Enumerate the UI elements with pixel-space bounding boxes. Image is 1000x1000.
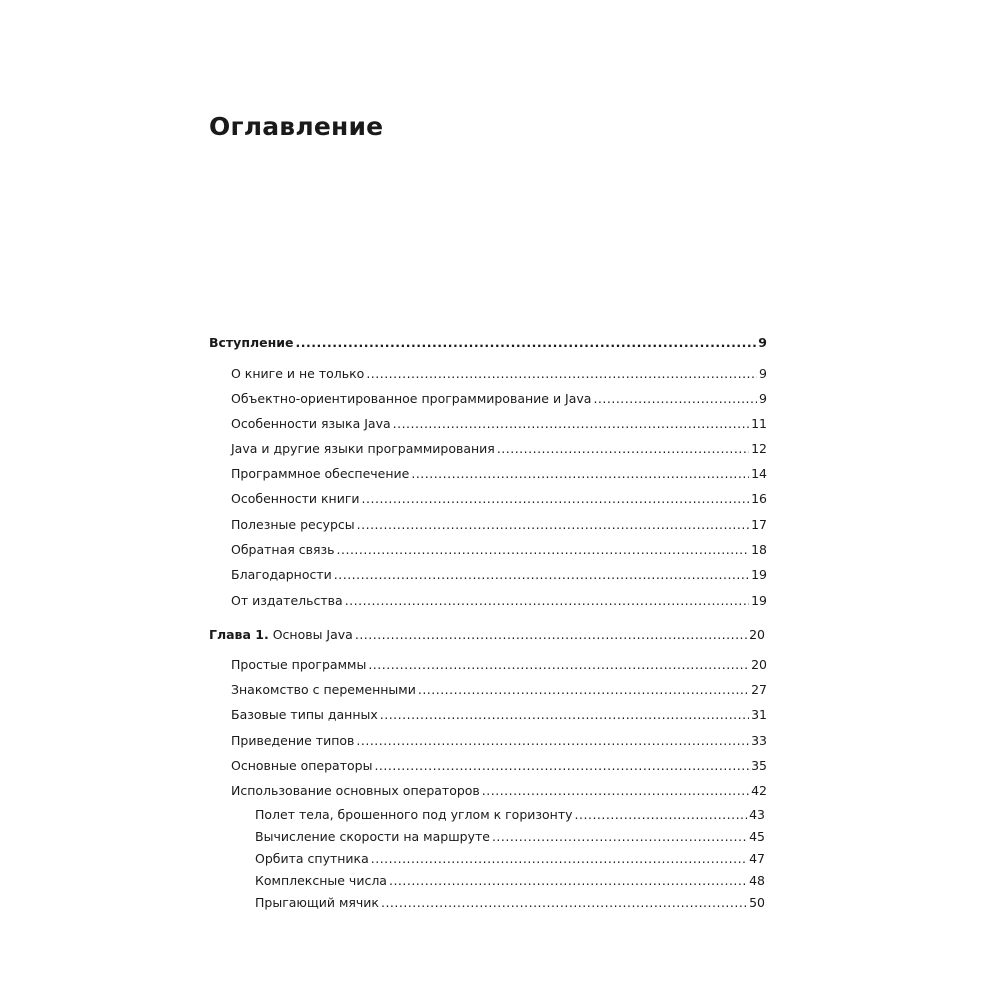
toc-entry[interactable] <box>231 466 767 482</box>
toc-page-number: 14 <box>751 466 767 481</box>
toc-entry-label <box>231 783 480 799</box>
dot-leader <box>593 391 757 407</box>
toc-subentry[interactable] <box>255 895 765 911</box>
dot-leader <box>345 593 749 609</box>
toc-entry[interactable] <box>231 758 767 774</box>
toc-entry-text: Основные операторы <box>231 758 373 773</box>
toc-entry-label <box>209 335 293 351</box>
dot-leader <box>575 807 748 823</box>
toc-entry-text: Особенности книги <box>231 491 360 506</box>
toc-entry[interactable] <box>231 567 767 583</box>
toc-entry[interactable] <box>231 707 767 723</box>
toc-entry-text: Использование основных операторов <box>231 783 480 798</box>
toc-page-number: 27 <box>751 682 767 697</box>
dot-leader <box>380 707 749 723</box>
toc-entry-label <box>231 391 591 407</box>
toc-page-number: 11 <box>751 416 767 431</box>
toc-entry-text: Прыгающий мячик <box>255 895 379 910</box>
toc-entry[interactable] <box>231 657 767 673</box>
dot-leader <box>389 873 747 889</box>
toc-entry-text: Программное обеспечение <box>231 466 410 481</box>
dot-leader <box>356 733 749 749</box>
toc-entry-text: Объектно-ориентированное программирование и Java <box>231 391 592 406</box>
dot-leader <box>337 542 750 558</box>
dot-leader <box>482 783 749 799</box>
toc-page-number: 17 <box>751 517 767 532</box>
toc-page-number: 45 <box>749 829 765 844</box>
toc-entry-text: Java и другие языки программирования <box>231 441 495 456</box>
dot-leader <box>393 416 749 432</box>
toc-page-number: 19 <box>751 567 767 582</box>
dot-leader <box>371 851 747 867</box>
toc-page-number: 48 <box>749 873 765 888</box>
toc-entry-label <box>231 491 360 507</box>
toc-entry-label <box>255 829 490 845</box>
toc-entry-label <box>231 733 354 749</box>
toc-entry-label <box>231 366 364 382</box>
toc-entry-text: Полезные ресурсы <box>231 517 355 532</box>
toc-entry-label <box>231 441 495 457</box>
toc-entry-text: Комплексные числа <box>255 873 387 888</box>
dot-leader <box>355 627 747 643</box>
toc-page-number: 16 <box>751 491 767 506</box>
toc-page-number: 42 <box>751 783 767 798</box>
toc-entry-label <box>231 517 355 533</box>
toc-page-number: 9 <box>759 391 767 406</box>
toc-page-number: 35 <box>751 758 767 773</box>
toc-entry-label <box>231 707 378 723</box>
toc-entry[interactable] <box>231 542 767 558</box>
toc-subentry[interactable] <box>255 873 765 889</box>
toc-subentry[interactable] <box>255 829 765 845</box>
toc-page-number: 18 <box>751 542 767 557</box>
dot-leader <box>492 829 747 845</box>
toc-page-number: 12 <box>751 441 767 456</box>
toc-entry-label <box>209 627 353 643</box>
chapter-number: Глава 1. <box>209 627 269 642</box>
toc-entry-text: От издательства <box>231 593 343 608</box>
toc-entry[interactable] <box>231 441 767 457</box>
dot-leader <box>497 441 749 457</box>
toc-entry-text: Орбита спутника <box>255 851 369 866</box>
toc-entry[interactable] <box>231 783 767 799</box>
toc-entry-label <box>231 542 335 558</box>
toc-entry-label <box>231 567 332 583</box>
toc-page-number: 19 <box>751 593 767 608</box>
toc-entry-text: Знакомство с переменными <box>231 682 416 697</box>
toc-subentry[interactable] <box>255 807 765 823</box>
toc-entry[interactable] <box>231 517 767 533</box>
dot-leader <box>334 567 749 583</box>
toc-page-number: 20 <box>749 627 765 642</box>
toc-entry[interactable] <box>231 593 767 609</box>
toc-entry[interactable] <box>231 491 767 507</box>
toc-entry-text: Приведение типов <box>231 733 355 748</box>
toc-entry-label <box>255 895 379 911</box>
toc-entry[interactable] <box>231 733 767 749</box>
toc-section-entry[interactable] <box>209 627 765 643</box>
dot-leader <box>368 657 749 673</box>
page-title: Оглавление <box>209 112 384 141</box>
toc-entry-label <box>255 807 573 823</box>
toc-page-number: 47 <box>749 851 765 866</box>
toc-entry-text: Вступление <box>209 335 294 350</box>
toc-entry-label <box>231 466 409 482</box>
toc-entry-text: Простые программы <box>231 657 367 672</box>
dot-leader <box>381 895 747 911</box>
dot-leader <box>357 517 749 533</box>
toc-entry-text: Базовые типы данных <box>231 707 378 722</box>
dot-leader <box>295 335 756 351</box>
toc-entry-label <box>231 657 366 673</box>
toc-page-number: 9 <box>759 366 767 381</box>
toc-entry-text: Обратная связь <box>231 542 335 557</box>
toc-page-number: 43 <box>749 807 765 822</box>
dot-leader <box>411 466 749 482</box>
toc-entry[interactable] <box>231 416 767 432</box>
dot-leader <box>366 366 757 382</box>
toc-entry-text: Вычисление скорости на маршруте <box>255 829 490 844</box>
toc-page-number: 9 <box>758 335 767 350</box>
toc-page-number: 50 <box>749 895 765 910</box>
toc-entry[interactable] <box>231 682 767 698</box>
dot-leader <box>418 682 749 698</box>
toc-entry-text: Основы Java <box>272 627 353 642</box>
dot-leader <box>362 491 750 507</box>
toc-page-number: 20 <box>751 657 767 672</box>
toc-entry-label <box>231 416 391 432</box>
toc-entry-label <box>231 682 416 698</box>
toc-section-entry[interactable] <box>209 335 767 351</box>
toc-entry-label <box>255 851 369 867</box>
toc-entry-text: Полет тела, брошенного под углом к горизонту <box>255 807 573 822</box>
dot-leader <box>374 758 749 774</box>
toc-entry-label <box>231 758 372 774</box>
toc-entry-text: О книге и не только <box>231 366 365 381</box>
toc-entry[interactable] <box>231 366 767 382</box>
toc-entry-text: Особенности языка Java <box>231 416 391 431</box>
toc-entry-text: Благодарности <box>231 567 332 582</box>
toc-page-number: 31 <box>751 707 767 722</box>
toc-page-number: 33 <box>751 733 767 748</box>
toc-entry-label <box>231 593 343 609</box>
toc-entry[interactable] <box>231 391 767 407</box>
toc-entry-label <box>255 873 387 889</box>
toc-subentry[interactable] <box>255 851 765 867</box>
